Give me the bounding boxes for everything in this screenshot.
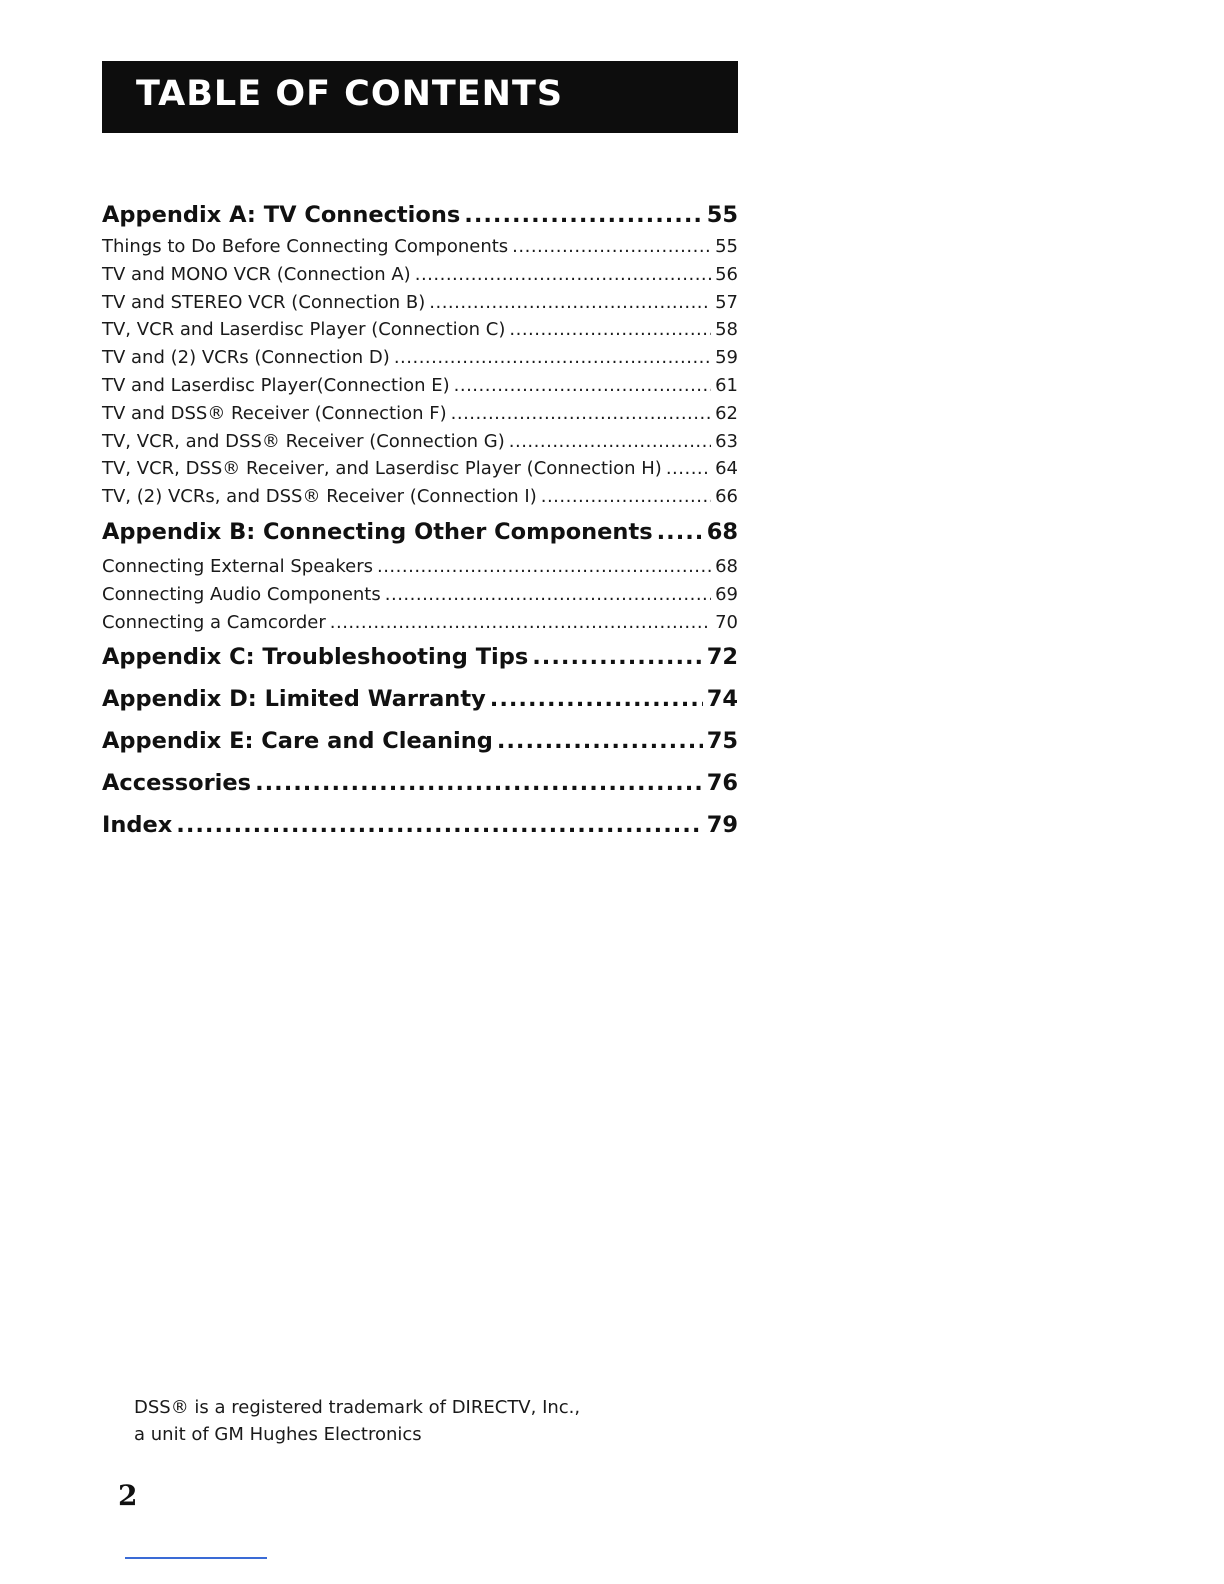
toc-subentry-page: 58 bbox=[715, 319, 738, 341]
toc-subentry[interactable] bbox=[102, 233, 738, 261]
toc-subentry[interactable] bbox=[102, 581, 738, 609]
dot-leader bbox=[394, 344, 711, 372]
toc-subentry-page: 61 bbox=[715, 374, 738, 396]
toc-entry-page: 72 bbox=[706, 644, 738, 671]
toc-entry-label: Appendix C: Troubleshooting Tips bbox=[102, 644, 529, 671]
toc-subentry[interactable] bbox=[102, 428, 738, 456]
dot-leader bbox=[509, 316, 711, 344]
toc-entry-accessories[interactable] bbox=[102, 762, 738, 804]
title-banner bbox=[102, 61, 738, 133]
toc-entry-page: 79 bbox=[706, 812, 738, 839]
dot-leader bbox=[429, 289, 711, 317]
toc-subentry[interactable] bbox=[102, 344, 738, 372]
toc-subentry[interactable] bbox=[102, 400, 738, 428]
decorative-rule bbox=[125, 1557, 267, 1559]
toc-subentry-label: TV, VCR and Laserdisc Player (Connection C) bbox=[102, 319, 506, 341]
toc-subentry-page: 55 bbox=[715, 236, 738, 257]
toc-entry-label: Appendix D: Limited Warranty bbox=[102, 686, 486, 713]
toc-entry-page: 74 bbox=[706, 686, 738, 713]
toc-subentry-page: 64 bbox=[715, 458, 738, 480]
toc-entry-appendix-c[interactable] bbox=[102, 636, 738, 678]
dot-leader bbox=[385, 581, 711, 609]
footnote-line: DSS® is a registered trademark of DIRECTV, Inc., bbox=[134, 1397, 581, 1418]
toc-subentry-page: 63 bbox=[715, 430, 738, 452]
toc-subentry-label: TV and MONO VCR (Connection A) bbox=[102, 263, 411, 285]
dot-leader bbox=[330, 609, 711, 637]
toc-subentry-label: TV and STEREO VCR (Connection B) bbox=[102, 291, 426, 313]
toc-subentry[interactable] bbox=[102, 483, 738, 511]
dot-leader bbox=[497, 720, 703, 762]
toc-entry-page: 75 bbox=[706, 728, 738, 755]
toc-entry-appendix-d[interactable] bbox=[102, 678, 738, 720]
dot-leader bbox=[490, 678, 703, 720]
toc-entry-label: Appendix A: TV Connections bbox=[102, 202, 461, 228]
toc-subentry[interactable] bbox=[102, 316, 738, 344]
toc-subentry[interactable] bbox=[102, 372, 738, 400]
toc-entry-appendix-b[interactable] bbox=[102, 511, 738, 553]
dot-leader bbox=[532, 636, 702, 678]
toc-subentry-label: Connecting Audio Components bbox=[102, 583, 381, 605]
toc-subentry-label: TV and (2) VCRs (Connection D) bbox=[102, 347, 390, 369]
toc-subentry-label: TV, (2) VCRs, and DSS® Receiver (Connection I) bbox=[102, 486, 537, 508]
dot-leader bbox=[464, 197, 702, 233]
toc-subentry-label: TV, VCR, DSS® Receiver, and Laserdisc Player (Connection H) bbox=[102, 458, 662, 480]
toc-subentry-page: 57 bbox=[715, 291, 738, 313]
dot-leader bbox=[512, 233, 711, 261]
dot-leader bbox=[377, 553, 711, 581]
toc-entry-appendix-e[interactable] bbox=[102, 720, 738, 762]
toc-subentry-page: 59 bbox=[715, 347, 738, 369]
toc-subentry-label: TV and DSS® Receiver (Connection F) bbox=[102, 402, 447, 424]
dot-leader bbox=[176, 804, 702, 846]
toc-entry-label: Accessories bbox=[102, 770, 252, 797]
toc-entry-label: Index bbox=[102, 812, 173, 839]
page-number: 2 bbox=[118, 1479, 138, 1512]
toc-subentry-page: 70 bbox=[715, 611, 738, 633]
dot-leader bbox=[415, 261, 711, 289]
toc-subentry[interactable] bbox=[102, 261, 738, 289]
toc-subentry-label: TV, VCR, and DSS® Receiver (Connection G) bbox=[102, 430, 505, 452]
dot-leader bbox=[454, 372, 711, 400]
dot-leader bbox=[541, 483, 711, 511]
toc-entry-appendix-a[interactable] bbox=[102, 197, 738, 233]
toc-entry-page: 76 bbox=[706, 770, 738, 797]
dot-leader bbox=[255, 762, 703, 804]
toc-entry-label: Appendix B: Connecting Other Components bbox=[102, 518, 653, 545]
toc-subentry-page: 62 bbox=[715, 402, 738, 424]
toc-subentry-label: Connecting External Speakers bbox=[102, 555, 373, 577]
dot-leader bbox=[666, 455, 711, 483]
table-of-contents bbox=[102, 197, 738, 846]
toc-subentry-page: 68 bbox=[715, 555, 738, 577]
toc-subentry-page: 69 bbox=[715, 583, 738, 605]
toc-subentry-label: Things to Do Before Connecting Components bbox=[102, 236, 509, 257]
footnote-line: a unit of GM Hughes Electronics bbox=[134, 1424, 422, 1445]
toc-subentry[interactable] bbox=[102, 553, 738, 581]
dot-leader bbox=[451, 400, 711, 428]
toc-subentry[interactable] bbox=[102, 455, 738, 483]
page-title: TABLE OF CONTENTS bbox=[136, 74, 564, 114]
dot-leader bbox=[509, 428, 711, 456]
dot-leader bbox=[657, 511, 703, 553]
toc-subentry-page: 66 bbox=[715, 486, 738, 508]
toc-entry-page: 68 bbox=[706, 518, 738, 545]
trademark-footnote bbox=[134, 1394, 580, 1448]
toc-subentry-label: TV and Laserdisc Player(Connection E) bbox=[102, 374, 450, 396]
toc-subentry-page: 56 bbox=[715, 263, 738, 285]
toc-entry-index[interactable] bbox=[102, 804, 738, 846]
toc-subentry-label: Connecting a Camcorder bbox=[102, 611, 326, 633]
toc-entry-page: 55 bbox=[706, 202, 738, 228]
toc-subentry[interactable] bbox=[102, 289, 738, 317]
toc-entry-label: Appendix E: Care and Cleaning bbox=[102, 728, 493, 755]
toc-subentry[interactable] bbox=[102, 609, 738, 637]
